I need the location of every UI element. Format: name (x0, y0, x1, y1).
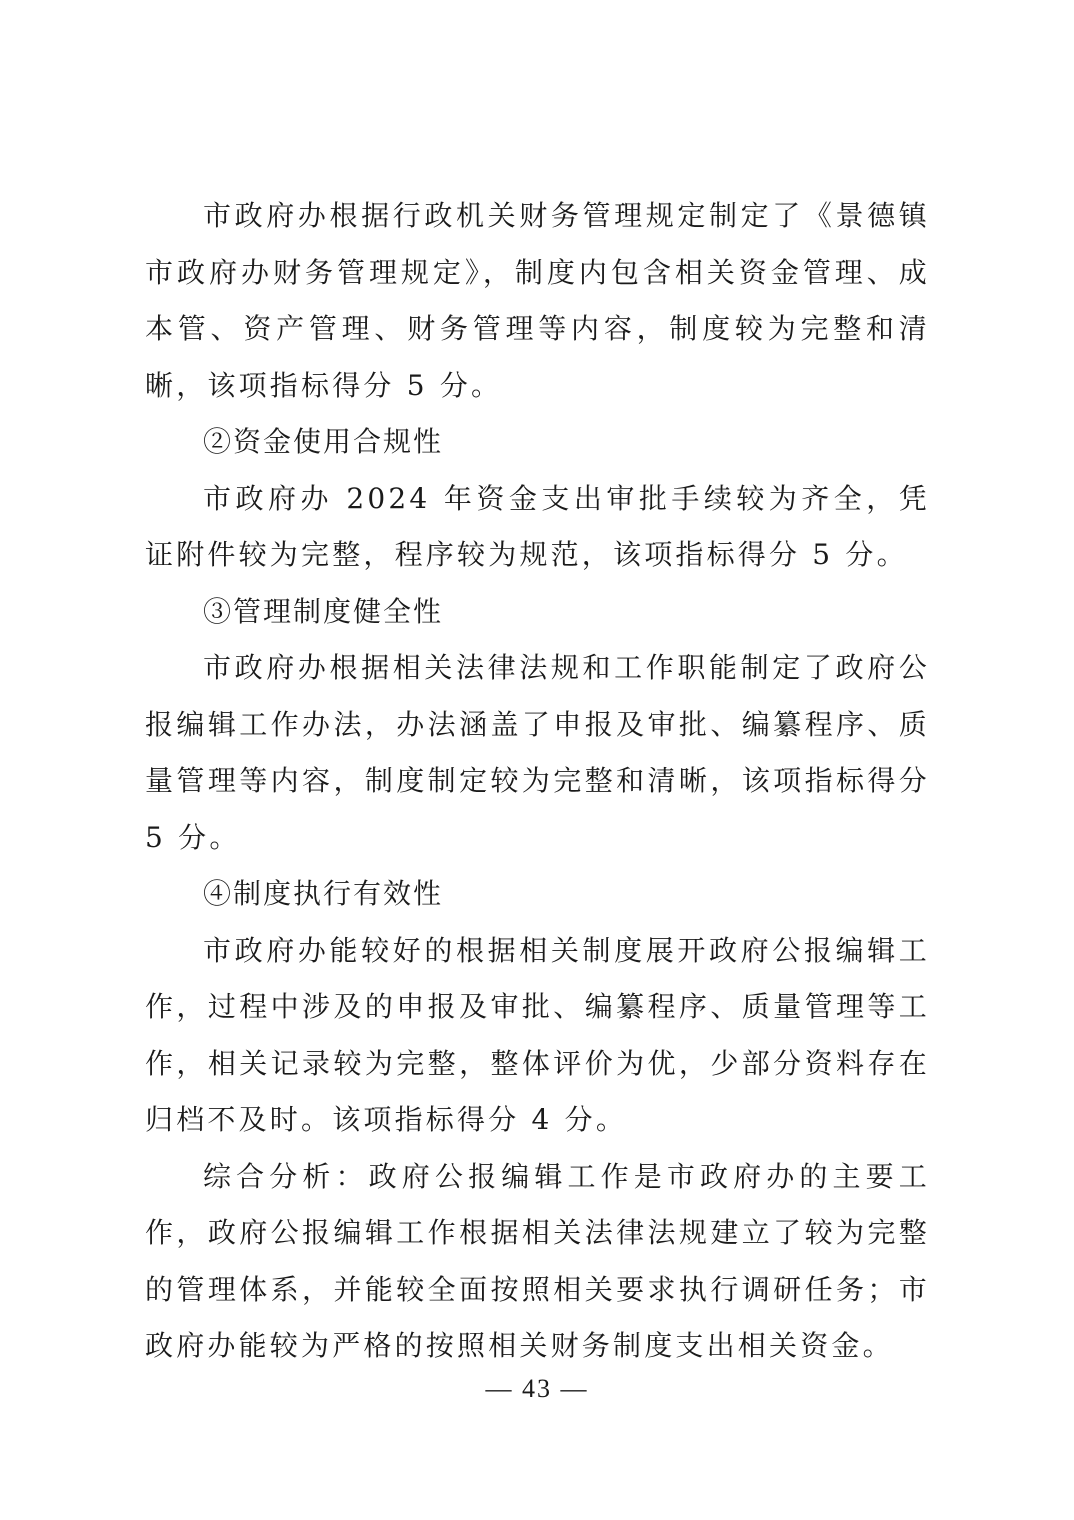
paragraph-comprehensive-analysis: 综合分析：政府公报编辑工作是市政府办的主要工作，政府公报编辑工作根据相关法律法规建立了较为完整的管理体系，并能较全面按照相关要求执行调研任务；市政府办能较为严格的按照相关财务制度支出相关资金。 (145, 1159, 930, 1362)
paragraph-execution-effectiveness: 市政府办能较好的根据相关制度展开政府公报编辑工作，过程中涉及的申报及审批、编纂程序、质量管理等工作，相关记录较为完整，整体评价为优，少部分资料存在归档不及时。该项指标得分 4 分。 (145, 933, 930, 1136)
heading-fund-compliance: ②资金使用合规性 (203, 425, 444, 458)
paragraph-finance-rules: 市政府办根据行政机关财务管理规定制定了《景德镇市政府办财务管理规定》，制度内包含相关资金管理、成本管、资产管理、财务管理等内容，制度较为完整和清晰，该项指标得分 5 分。 (145, 199, 930, 402)
paragraph-fund-compliance: 市政府办 2024 年资金支出审批手续较为齐全，凭证附件较为完整，程序较为规范，该项指标得分 5 分。 (145, 481, 930, 571)
document-body (145, 188, 930, 1375)
heading-management-system: ③管理制度健全性 (203, 594, 444, 628)
paragraph-management-system: 市政府办根据相关法律法规和工作职能制定了政府公报编辑工作办法，办法涵盖了申报及审批、编纂程序、质量管理等内容，制度制定较为完整和清晰，该项指标得分 5 分。 (145, 651, 930, 854)
heading-execution-effectiveness: ④制度执行有效性 (203, 877, 444, 910)
page-number: — 43 — (485, 1374, 589, 1403)
